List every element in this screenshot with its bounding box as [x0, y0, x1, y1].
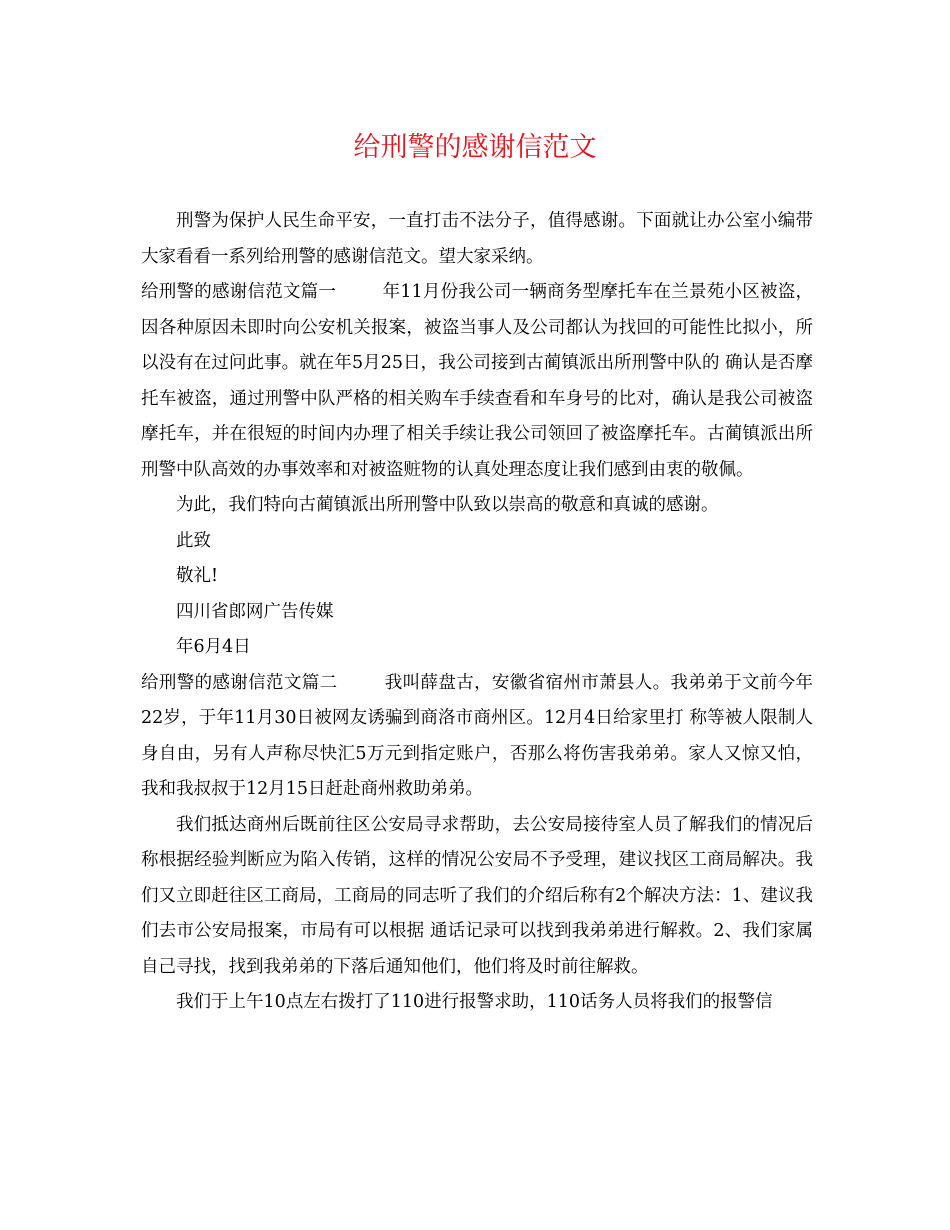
- letter-one-text: 年11月份我公司一辆商务型摩托车在兰景苑小区被盗，因各种原因未即时向公安机关报案，被盗当事人及公司都认为找回的可能性比拟小，所以没有在过问此事。就在年5月25日，我公司接到古蔺镇派出所刑警中队的 确认是否摩托车被盗，通过刑警中队严格的相关购车手续查看和车身号的比对，确认是我公司被盗摩托车，并在很短的时间内办理了相关手续让我公司领回了被盗摩托车。古蔺镇派出所刑警中队高效的办事效率和对被盗赃物的认真处理态度让我们感到由衷的敬佩。: [141, 282, 813, 480]
- letter-two-text: 我叫薛盘古，安徽省宿州市萧县人。我弟弟于文前今年22岁，于年11月30日被网友诱骗到商洛市商州区。12月4日给家里打 称等被人限制人身自由，另有人声称尽快汇5万元到指定账户，否那么将伤害我弟弟。家人又惊又怕，我和我叔叔于12月15日赶赴商州救助弟弟。: [141, 672, 814, 799]
- document-title: 给刑警的感谢信范文: [353, 132, 597, 163]
- intro-paragraph: 刑警为保护人民生命平安，一直打击不法分子，值得感谢。下面就让办公室小编带大家看看一系列给刑警的感谢信范文。望大家采纳。: [141, 211, 813, 267]
- closing-salutation: 此致: [176, 530, 211, 551]
- gratitude-paragraph: 为此，我们特向古蔺镇派出所刑警中队致以崇高的敬意和真诚的感谢。: [176, 495, 719, 515]
- document-body: [141, 204, 813, 1021]
- letter-two-paragraph-3: 我们于上午10点左右拨打了110进行报警求助，110话务人员将我们的报警信: [176, 992, 773, 1012]
- letter-two-heading: 给刑警的感谢信范文篇二: [141, 672, 338, 693]
- letter-two-paragraph-2: 我们抵达商州后既前往区公安局寻求帮助，去公安局接待室人员了解我们的情况后称根据经验判断应为陷入传销，这样的情况公安局不予受理，建议找区工商局解决。我们又立即赶往区工商局，工商局的同志听了我们的介绍后称有2个解决方法：1、建议我们去市公安局报案，市局有可以根据 通话记录可以找到我弟弟进行解救。2、我们家属自己寻找，找到我弟弟的下落后通知他们，他们将及时前往解救。: [141, 814, 813, 977]
- signature-date: 年6月4日: [176, 637, 251, 657]
- letter-two-paragraph: [141, 666, 813, 808]
- letter-one-paragraph: [141, 275, 813, 488]
- signature-organization: 四川省郎网广告传媒: [176, 601, 334, 622]
- closing-respect: 敬礼!: [176, 566, 219, 586]
- letter-one-heading: 给刑警的感谢信范文篇一: [141, 282, 337, 302]
